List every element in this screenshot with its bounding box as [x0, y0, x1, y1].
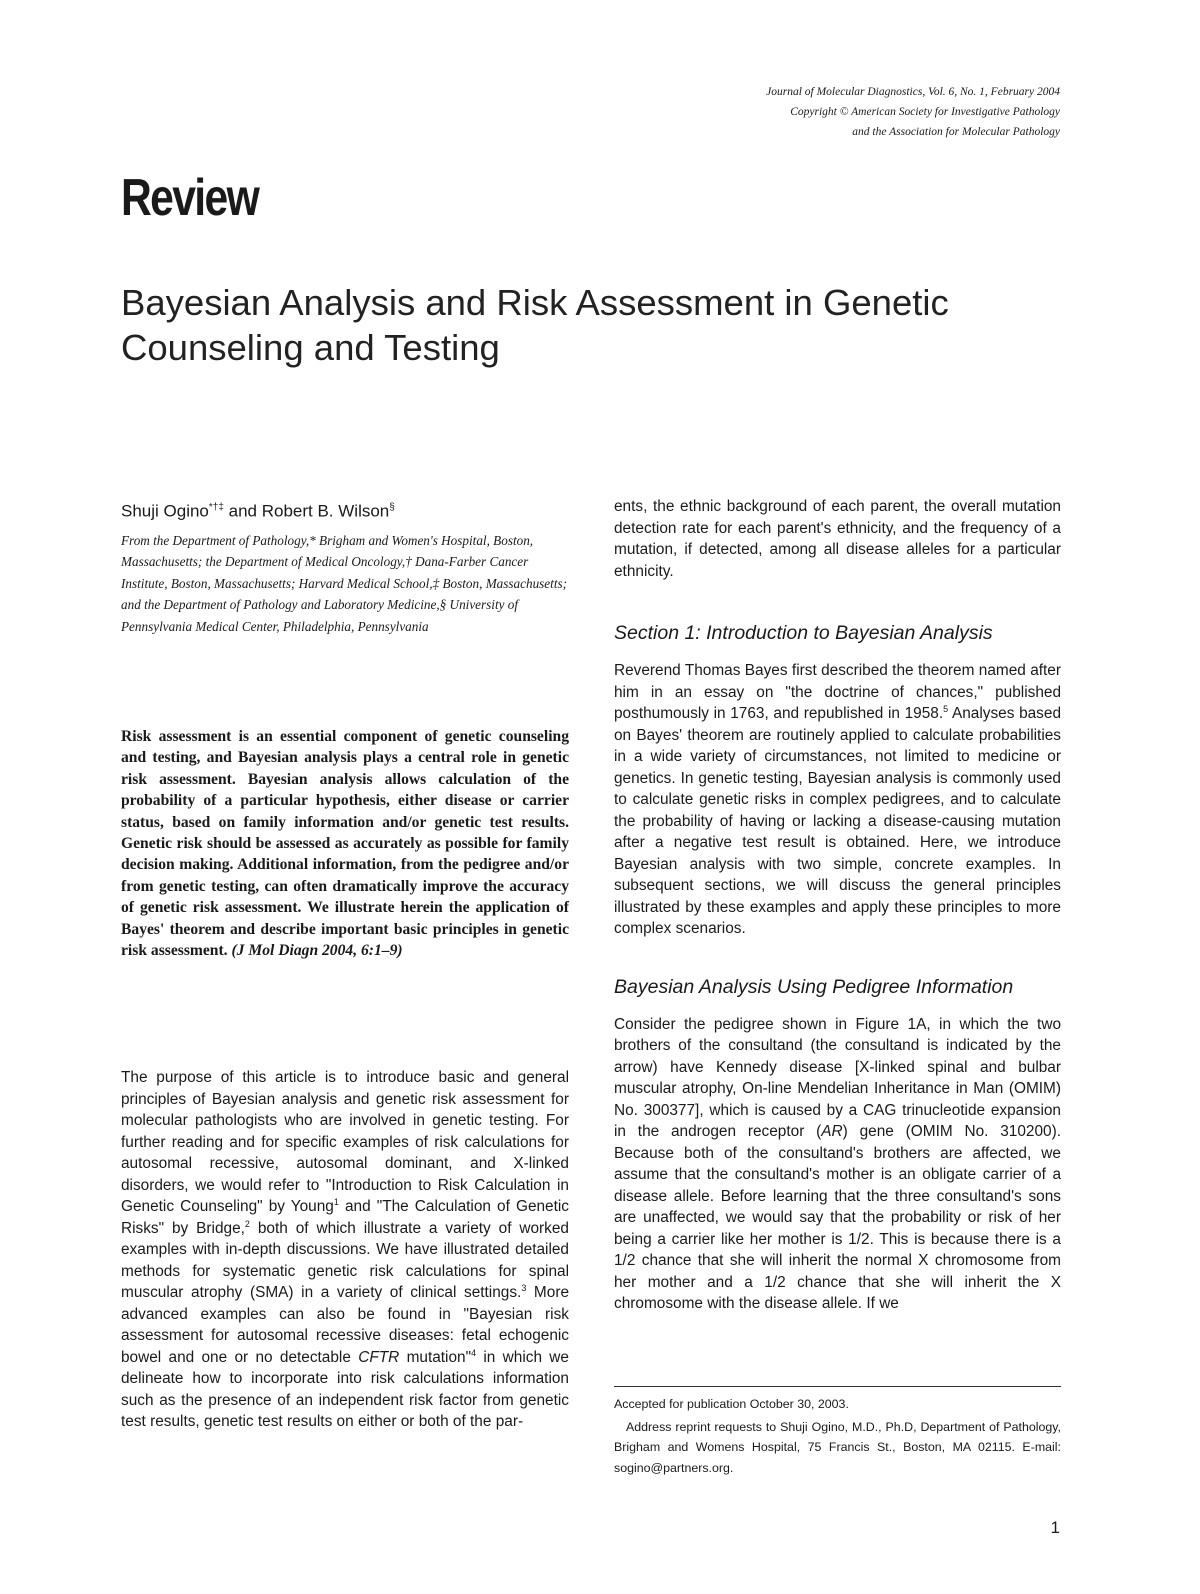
intro-text-3: both of which illustrate a variety of worked examples with in-depth discussions. We have illustrated detailed methods for systematic genetic risk calculations for spinal muscular atrophy (SMA) in a variety of clinical settings. — [121, 1219, 569, 1301]
section-2-text-1: Consider the pedigree shown in Figure 1A, in which the two brothers of the consultand (the consultand is indicated by the arrow) have Kennedy disease [X-linked spinal and bulbar muscular atrophy, On-line Mendelian Inheritance in Man (OMIM) No. 300377], which is caused by a CAG trinucleotide expansion in the androgen receptor ( — [614, 1015, 1061, 1140]
page-number: 1 — [1050, 1518, 1060, 1537]
ref-3[interactable]: 3 — [521, 1282, 527, 1293]
author-and: and — [223, 501, 262, 521]
ref-1[interactable]: 1 — [333, 1196, 339, 1207]
author-2: Robert B. Wilson — [261, 501, 390, 521]
author-1: Shuji Ogino — [121, 501, 209, 521]
title-line-1: Bayesian Analysis and Risk Assessment in Genetic — [121, 282, 949, 323]
journal-citation: Journal of Molecular Diagnostics, Vol. 6, No. 1, February 2004 — [766, 86, 1060, 98]
intro-continuation: ents, the ethnic background of each parent, the overall mutation detection rate for each parent's ethnicity, and the frequency of a mutation, if detected, among all disease alleles for a particular ethnicity. — [614, 498, 1061, 580]
section-label: Review — [121, 169, 259, 227]
title-line-2: Counseling and Testing — [121, 327, 500, 368]
section-1-paragraph — [614, 660, 1061, 940]
intro-text-6: in which we delineate how to incorporate into risk calculations information such as the presence of an independent risk factor from genetic test results, genetic test results on either or both of the par- — [121, 1348, 569, 1430]
intro-text-5: mutation" — [399, 1348, 472, 1366]
abstract-text: Risk assessment is an essential component of genetic counseling and testing, and Bayesian analysis plays a central role in genetic risk assessment. Bayesian analysis allows calculation of the probability of a particular hypothesis, either disease or carrier status, based on family information and/or genetic test results. Genetic risk should be assessed as accurately as possible for family decision making. Additional information, from the pedigree and/or from genetic testing, can often dramatically improve the accuracy of genetic risk assessment. We illustrate herein the application of Bayes' theorem and describe important basic principles in genetic risk assessment. — [121, 728, 569, 960]
intro-text-2: and "The Calculation of Genetic Risks" by Bridge, — [121, 1198, 570, 1237]
ref-2[interactable]: 2 — [244, 1218, 250, 1229]
intro-text-4: More advanced examples can also be found in "Bayesian risk assessment for autosomal recessive diseases: fetal echogenic bowel and one or no detectable — [121, 1284, 570, 1366]
abstract-citation: (J Mol Diagn 2004, 6:1–9) — [231, 942, 403, 960]
ref-4[interactable]: 4 — [471, 1347, 477, 1358]
right-column — [614, 496, 1061, 1315]
ref-5[interactable]: 5 — [943, 703, 949, 714]
section-1-text-2: Analyses based on Bayes' theorem are routinely applied to calculate probabilities in a wide variety of circumstances, not limited to medicine or genetics. In genetic testing, Bayesian analysis is commonly used to calculate genetic risks in complex pedigrees, and to calculate the probability of having or lacking a disease-causing mutation after a negative test result is obtained. Here, we introduce Bayesian analysis with two simple, concrete examples. In subsequent sections, we will discuss the general principles illustrated by these examples and apply these principles to more complex scenarios. — [614, 705, 1061, 937]
author-2-marks: § — [389, 502, 395, 513]
intro-paragraph — [121, 1067, 569, 1433]
abstract — [121, 726, 569, 961]
article-title — [121, 280, 1071, 370]
footnotes — [614, 1394, 1061, 1478]
reprint-address: Address reprint requests to Shuji Ogino, M.D., Ph.D, Department of Pathology, Brigham and Womens Hospital, 75 Francis St., Boston, MA 02115. E-mail: sogino@partners.org. — [614, 1419, 1061, 1475]
affiliation: From the Department of Pathology,* Brigham and Women's Hospital, Boston, Massachusetts; the Department of Medical Oncology,† Dana-Farber Cancer Institute, Boston, Massachusetts; Harvard Medical School,‡ Boston, Massachusetts; and the Department of Pathology and Laboratory Medicine,§ University of Pennsylvania Medical Center, Philadelphia, Pennsylvania — [121, 532, 568, 634]
author-block — [121, 496, 569, 637]
section-2-text-2: ) gene (OMIM No. 310200). Because both of the consultand's brothers are affected, we assume that the consultand's mother is an obligate carrier of a disease allele. Before learning that the three consultand's sons are unaffected, we would say that the probability or risk of her being a carrier like her mother is 1/2. This is because there is a 1/2 chance that she will inherit the normal X chromosome from her mother and a 1/2 chance that she will inherit the X chromosome with the disease allele. If we — [614, 1123, 1061, 1312]
cftr-gene: CFTR — [358, 1348, 400, 1366]
journal-header — [766, 82, 1060, 142]
journal-copyright: Copyright © American Society for Investigative Pathology — [790, 106, 1060, 118]
journal-copyright-cont: and the Association for Molecular Pathology — [852, 126, 1060, 138]
author-1-marks: *†‡ — [208, 502, 224, 513]
author-list — [121, 496, 569, 524]
section-2-paragraph — [614, 1014, 1061, 1315]
section-1-heading: Section 1: Introduction to Bayesian Analysis — [614, 622, 993, 644]
intro-text-1: The purpose of this article is to introduce basic and general principles of Bayesian analysis and genetic risk assessment for molecular pathologists who are involved in genetic testing. For further reading and for specific examples of risk calculations for autosomal recessive, autosomal dominant, and X-linked disorders, we would refer to "Introduction to Risk Calculation in Genetic Counseling" by Young — [121, 1069, 569, 1215]
section-2-heading: Bayesian Analysis Using Pedigree Information — [614, 975, 1014, 998]
section-1-text-1: Reverend Thomas Bayes first described the theorem named after him in an essay on "the doctrine of chances," published posthumously in 1763, and republished in 1958. — [614, 662, 1061, 722]
accepted-date: Accepted for publication October 30, 2003. — [614, 1397, 849, 1411]
ar-gene: AR — [821, 1123, 843, 1140]
footnote-divider — [614, 1386, 1061, 1387]
